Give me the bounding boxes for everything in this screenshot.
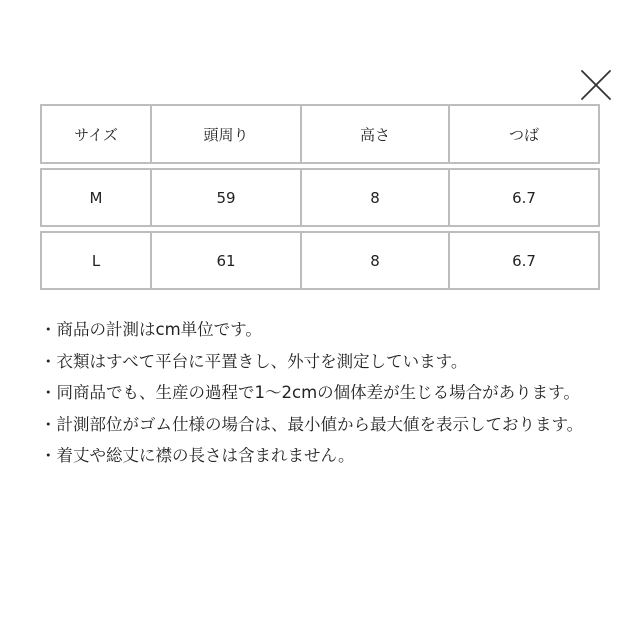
table-header-row — [40, 104, 600, 164]
measurement-notes — [40, 314, 600, 472]
cell-head-circumference: 59 — [152, 168, 302, 227]
cell-brim: 6.7 — [450, 231, 600, 290]
table-row — [40, 231, 600, 290]
note-item: ・着丈や総丈に襟の長さは含まれません。 — [40, 446, 355, 465]
note-item: ・計測部位がゴム仕様の場合は、最小値から最大値を表示しております。 — [40, 414, 584, 434]
cell-size: L — [40, 231, 152, 290]
cell-size: M — [40, 168, 152, 227]
size-table — [40, 104, 600, 290]
header-head-circumference: 頭周り — [152, 104, 302, 164]
table-row — [40, 168, 600, 227]
close-button[interactable] — [579, 68, 613, 102]
cell-height: 8 — [302, 168, 450, 227]
note-item: ・同商品でも、生産の過程で1〜2cmの個体差が生じる場合があります。 — [40, 383, 580, 402]
cell-brim: 6.7 — [450, 168, 600, 227]
note-item: ・衣類はすべて平台に平置きし、外寸を測定しています。 — [40, 351, 468, 371]
note-item: ・商品の計測はcm単位です。 — [40, 320, 262, 339]
close-icon — [579, 68, 613, 102]
cell-height: 8 — [302, 231, 450, 290]
header-size: サイズ — [40, 104, 152, 164]
header-brim: つば — [450, 104, 600, 164]
cell-head-circumference: 61 — [152, 231, 302, 290]
header-height: 高さ — [302, 104, 450, 164]
